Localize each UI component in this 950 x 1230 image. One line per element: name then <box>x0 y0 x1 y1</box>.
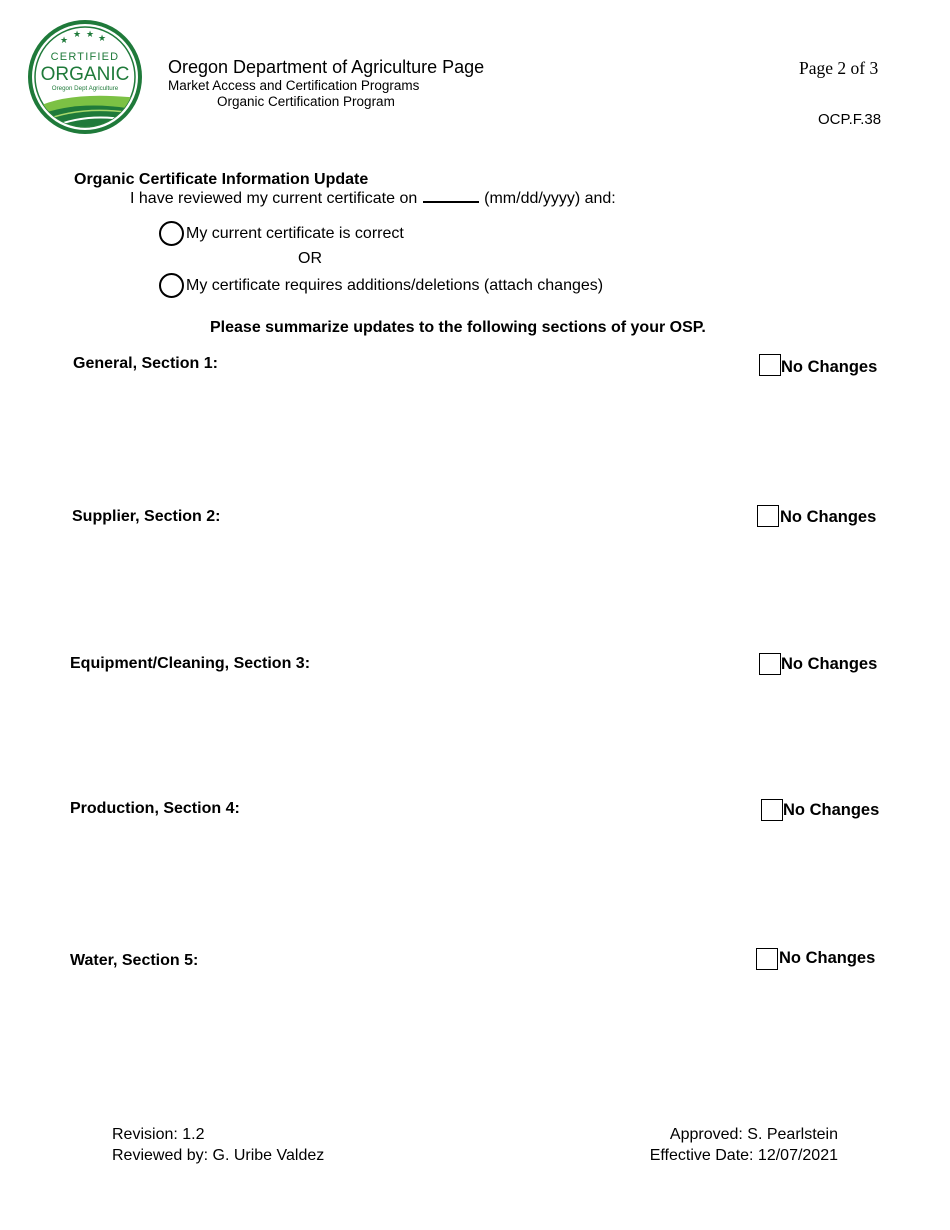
review-prefix: I have reviewed my current certificate on <box>130 190 418 207</box>
form-code: OCP.F.38 <box>818 111 882 128</box>
no-changes-label: No Changes <box>781 655 878 673</box>
section-supplier-label: Supplier, Section 2: <box>72 508 221 525</box>
section-production-label: Production, Section 4: <box>70 800 240 817</box>
label-certificate-requires-changes: My certificate requires additions/deletions (attach changes) <box>186 277 604 294</box>
svg-text:★: ★ <box>86 30 95 40</box>
revision-number: Revision: 1.2 <box>112 1126 205 1143</box>
radio-certificate-correct[interactable] <box>159 221 184 246</box>
organization-subtitle: Market Access and Certification Programs <box>168 78 420 93</box>
organization-title: Oregon Department of Agriculture Page <box>168 57 485 77</box>
no-changes-checkbox-general[interactable] <box>759 354 781 376</box>
logo-top-text: CERTIFIED <box>50 51 120 63</box>
review-date-line <box>130 187 616 208</box>
or-separator: OR <box>298 250 322 267</box>
certified-organic-logo <box>26 18 144 136</box>
logo-main-text: ORGANIC <box>40 64 130 85</box>
svg-text:★: ★ <box>73 30 82 40</box>
section-general-label: General, Section 1: <box>73 355 218 372</box>
svg-text:★: ★ <box>98 34 107 44</box>
no-changes-label: No Changes <box>783 801 880 819</box>
reviewed-by: Reviewed by: G. Uribe Valdez <box>112 1147 325 1164</box>
approved-by: Approved: S. Pearlstein <box>669 1126 838 1143</box>
page-number: Page 2 of 3 <box>799 58 879 78</box>
form-title: Organic Certificate Information Update <box>74 171 369 188</box>
program-name: Organic Certification Program <box>217 94 395 109</box>
label-certificate-correct: My current certificate is correct <box>186 225 404 242</box>
review-date-field[interactable] <box>423 187 479 203</box>
effective-date: Effective Date: 12/07/2021 <box>649 1147 838 1164</box>
section-water-label: Water, Section 5: <box>70 952 199 969</box>
no-changes-label: No Changes <box>781 358 878 376</box>
logo-sub-text: Oregon Dept Agriculture <box>51 85 119 92</box>
no-changes-checkbox-water[interactable] <box>756 948 778 970</box>
review-suffix: (mm/dd/yyyy) and: <box>484 190 616 207</box>
no-changes-checkbox-equipment-cleaning[interactable] <box>759 653 781 675</box>
instructions-heading: Please summarize updates to the following sections of your OSP. <box>210 319 706 336</box>
no-changes-label: No Changes <box>779 949 876 967</box>
section-equipment-cleaning-label: Equipment/Cleaning, Section 3: <box>70 655 311 672</box>
no-changes-label: No Changes <box>780 508 877 526</box>
radio-certificate-requires-changes[interactable] <box>159 273 184 298</box>
no-changes-checkbox-production[interactable] <box>761 799 783 821</box>
svg-text:★: ★ <box>60 36 69 46</box>
no-changes-checkbox-supplier[interactable] <box>757 505 779 527</box>
